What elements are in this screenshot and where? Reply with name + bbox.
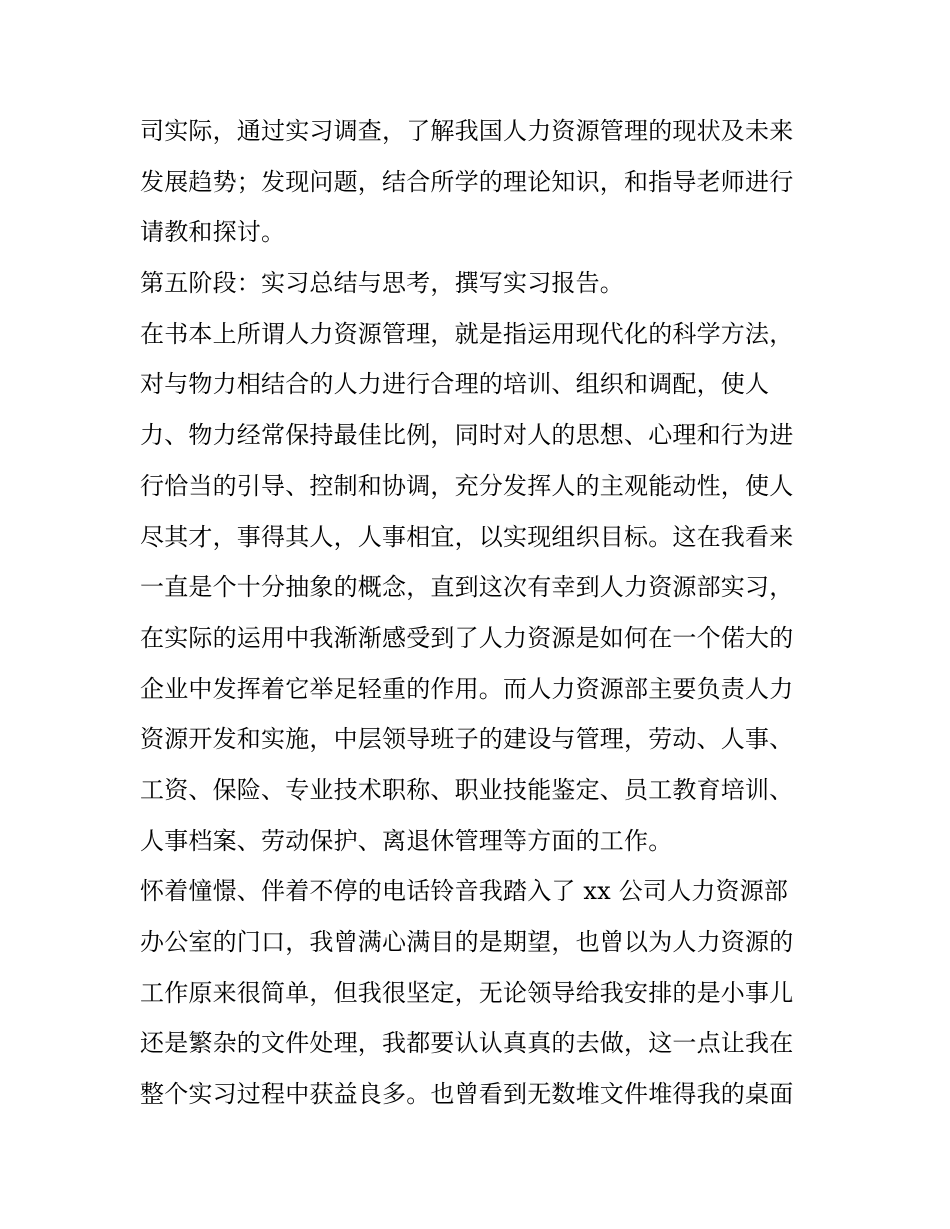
text-line: 企业中发挥着它举足轻重的作用。而人力资源部主要负责人力: [140, 674, 794, 703]
text-line: 第五阶段：实习总结与思考，撰写实习报告。: [140, 269, 624, 298]
text-line: 工作原来很简单，但我很坚定，无论领导给我安排的是小事儿: [140, 978, 794, 1007]
text-line: 行恰当的引导、控制和协调，充分发挥人的主观能动性，使人: [140, 471, 794, 500]
text-line: 资源开发和实施，中层领导班子的建设与管理，劳动、人事、: [140, 725, 794, 754]
text-line: 尽其才，事得其人，人事相宜，以实现组织目标。这在我看来: [140, 522, 794, 551]
text-line: 发展趋势；发现问题，结合所学的理论知识，和指导老师进行: [140, 167, 794, 196]
document-body: [140, 106, 820, 1120]
text-line: 办公室的门口，我曾满心满目的是期望，也曾以为人力资源的: [140, 928, 794, 956]
text-line: 人事档案、劳动保护、离退休管理等方面的工作。: [140, 826, 673, 855]
text-line: 一直是个十分抽象的概念，直到这次有幸到人力资源部实习，: [140, 573, 794, 602]
text-line: 对与物力相结合的人力进行合理的培训、组织和调配，使人: [140, 370, 770, 399]
text-line: 在书本上所谓人力资源管理，就是指运用现代化的科学方法，: [140, 319, 794, 348]
text-line: 工资、保险、专业技术职称、职业技能鉴定、员工教育培训、: [140, 775, 794, 804]
text-line: 司实际，通过实习调查，了解我国人力资源管理的现状及未来: [140, 117, 794, 145]
text-line: 力、物力经常保持最佳比例，同时对人的思想、心理和行为进: [140, 421, 794, 450]
text-line: 怀着憧憬、伴着不停的电话铃音我踏入了 xx 公司人力资源部: [140, 877, 789, 906]
text-line: 请教和探讨。: [140, 218, 286, 247]
text-line: 还是繁杂的文件处理，我都要认认真真的去做，这一点让我在: [140, 1029, 794, 1058]
text-line: 整个实习过程中获益良多。也曾看到无数堆文件堆得我的桌面: [140, 1080, 794, 1109]
text-line: 在实际的运用中我渐渐感受到了人力资源是如何在一个偌大的: [140, 623, 794, 652]
